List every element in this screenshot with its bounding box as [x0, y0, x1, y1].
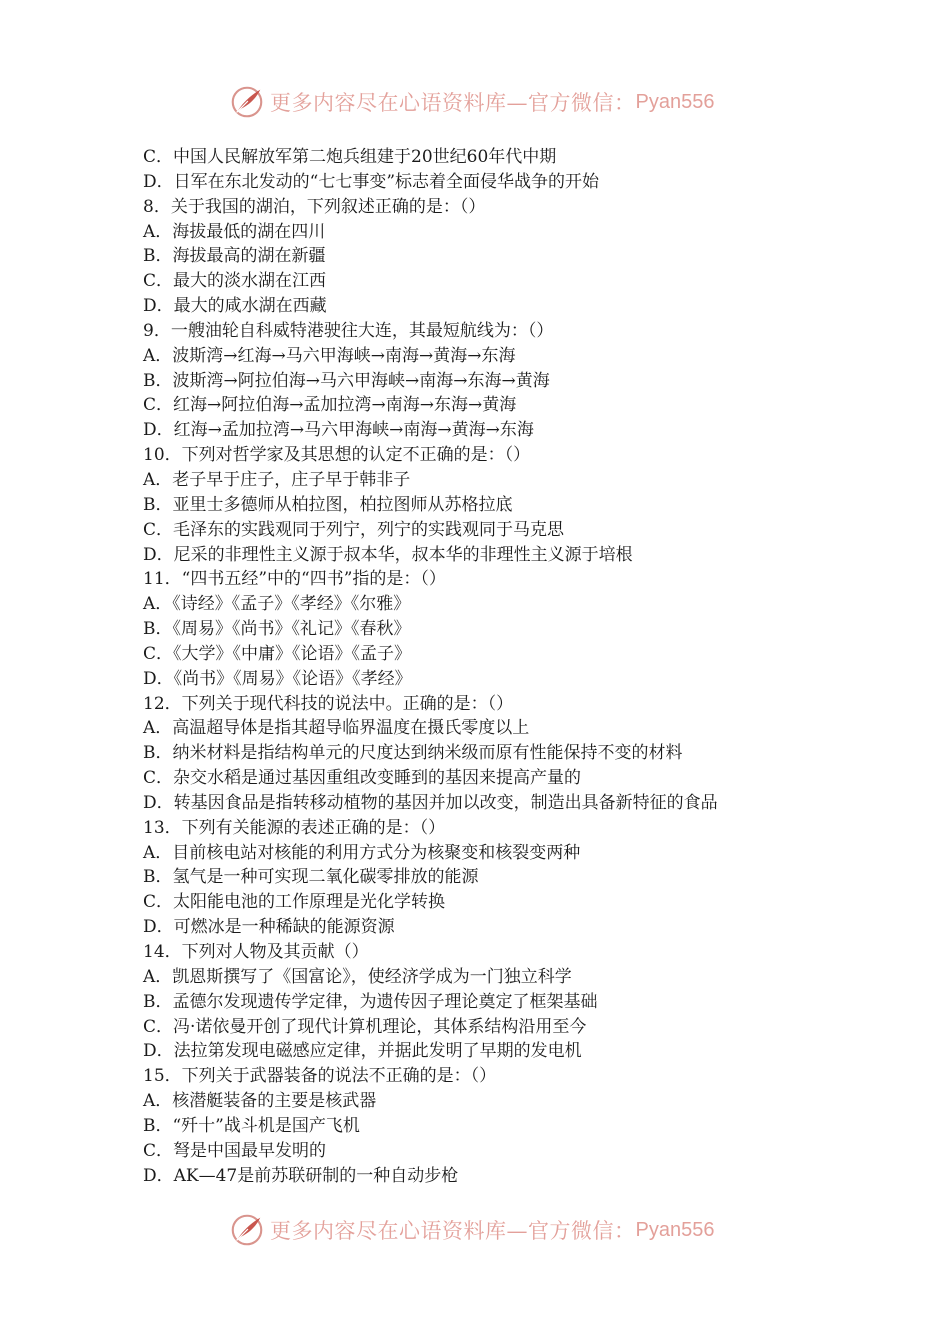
option-line: B．《周易》《尚书》《礼记》《春秋》 — [143, 619, 411, 640]
option-line: D．转基因食品是指转移动植物的基因并加以改变，制造出具备新特征的食品 — [143, 792, 718, 813]
option-line: C．红海→阿拉伯海→孟加拉湾→南海→东海→黄海 — [143, 395, 517, 416]
option-line: C．最大的淡水湖在江西 — [143, 271, 327, 292]
option-line: C．弩是中国最早发明的 — [143, 1140, 327, 1161]
option-line: D．《尚书》《周易》《论语》《孝经》 — [143, 668, 412, 689]
question-14-stem: 14．下列对人物及其贡献（） — [143, 942, 369, 962]
text-line: C．中国人民解放军第二炮兵组建于20世纪60年代中期 — [143, 147, 557, 167]
option-line: A．老子早于庄子，庄子早于韩非子 — [143, 469, 411, 490]
option-line: B．氢气是一种可实现二氧化碳零排放的能源 — [143, 867, 479, 888]
option-line: C．《大学》《中庸》《论语》《孟子》 — [143, 643, 412, 664]
question-15-stem: 15．下列关于武器装备的说法不正确的是：（） — [143, 1066, 497, 1087]
option-line: B．“歼十”战斗机是国产飞机 — [143, 1115, 360, 1136]
option-line: D．尼采的非理性主义源于叔本华，叔本华的非理性主义源于培根 — [143, 544, 633, 565]
option-line: B．孟德尔发现遗传学定律，为遗传因子理论奠定了框架基础 — [143, 991, 598, 1012]
question-11-stem: 11．“四书五经”中的“四书”指的是：（） — [143, 569, 446, 590]
option-line: B．亚里士多德师从柏拉图，柏拉图师从苏格拉底 — [143, 494, 513, 515]
option-line: C．杂交水稻是通过基因重组改变睡到的基因来提高产量的 — [143, 768, 582, 789]
option-line: A．海拔最低的湖在四川 — [143, 221, 326, 242]
option-line: A．《诗经》《孟子》《孝经》《尔雅》 — [143, 594, 411, 615]
watermark-code: Pyan556 — [635, 1218, 715, 1241]
option-line: C．太阳能电池的工作原理是光化学转换 — [143, 892, 446, 913]
option-line: A．凯恩斯撰写了《国富论》，使经济学成为一门独立科学 — [143, 966, 572, 987]
question-9-stem: 9．一艘油轮自科威特港驶往大连，其最短航线为：（） — [143, 320, 554, 341]
option-line: C．毛泽东的实践观同于列宁，列宁的实践观同于马克思 — [143, 519, 565, 540]
option-line: D．可燃冰是一种稀缺的能源资源 — [143, 917, 395, 938]
question-12-stem: 12．下列关于现代科技的说法中。正确的是：（） — [143, 693, 514, 714]
watermark-banner-bottom — [228, 1210, 748, 1250]
option-line: D．AK—47是前苏联研制的一种自动步枪 — [143, 1165, 459, 1186]
option-line: B．波斯湾→阿拉伯海→马六甲海峡→南海→东海→黄海 — [143, 370, 550, 391]
watermark-text: 更多内容尽在心语资料库—官方微信： — [270, 91, 636, 115]
option-line: D．最大的咸水湖在西藏 — [143, 296, 327, 317]
option-line: C．冯·诺依曼开创了现代计算机理论，其体系结构沿用至今 — [143, 1016, 587, 1037]
watermark-banner-top — [228, 82, 748, 122]
quill-logo-icon — [228, 83, 266, 121]
option-line: B．海拔最高的湖在新疆 — [143, 246, 326, 267]
option-line: A．目前核电站对核能的利用方式分为核聚变和核裂变两种 — [143, 842, 581, 863]
option-line: A．高温超导体是指其超导临界温度在摄氏零度以上 — [143, 718, 530, 739]
option-line: D．红海→孟加拉湾→马六甲海峡→南海→黄海→东海 — [143, 420, 534, 441]
quill-logo-icon — [228, 1211, 266, 1249]
text-line: D．日军在东北发动的“七七事变”标志着全面侵华战争的开始 — [143, 171, 600, 192]
option-line: A．核潜艇装备的主要是核武器 — [143, 1091, 377, 1112]
watermark-code: Pyan556 — [635, 90, 715, 113]
question-13-stem: 13．下列有关能源的表述正确的是：（） — [143, 817, 446, 838]
watermark-text: 更多内容尽在心语资料库—官方微信： — [270, 1219, 636, 1243]
question-8-stem: 8．关于我国的湖泊，下列叙述正确的是：（） — [143, 196, 486, 217]
option-line: A．波斯湾→红海→马六甲海峡→南海→黄海→东海 — [143, 345, 516, 366]
option-line: D．法拉第发现电磁感应定律，并据此发明了早期的发电机 — [143, 1041, 582, 1062]
option-line: B．纳米材料是指结构单元的尺度达到纳米级而原有性能保持不变的材料 — [143, 743, 683, 764]
question-10-stem: 10．下列对哲学家及其思想的认定不正确的是：（） — [143, 445, 531, 466]
question-list — [143, 145, 843, 1188]
